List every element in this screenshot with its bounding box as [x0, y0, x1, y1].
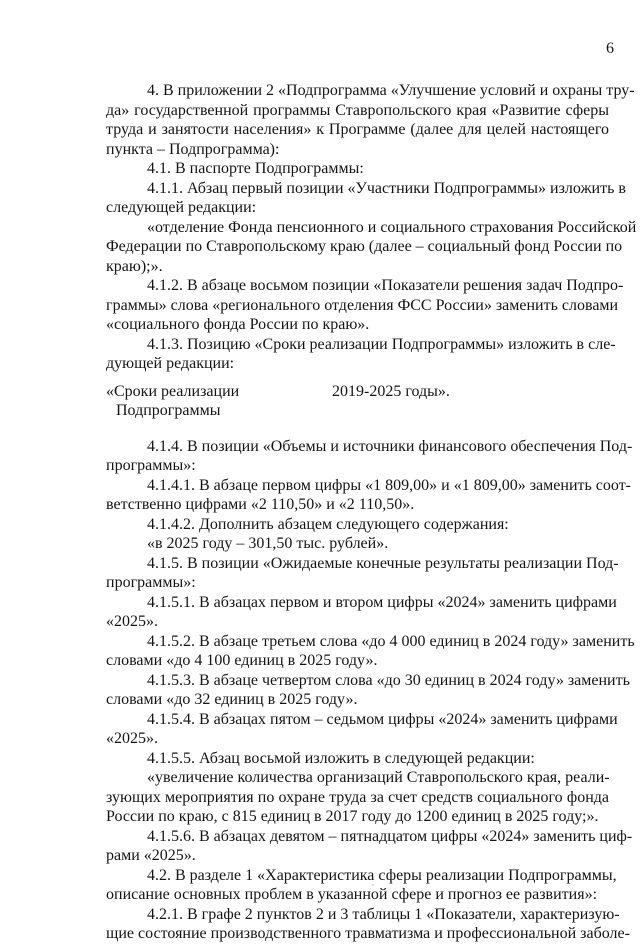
- text-line: «социального фонда России по краю».: [106, 316, 370, 333]
- document-body: [106, 81, 637, 944]
- text-line: 4.1.5. В позиции «Ожидаемые конечные результаты реализации Под-: [147, 554, 619, 572]
- text-line: словами «до 4 100 единиц в 2025 году».: [106, 652, 378, 669]
- text-line: рами «2025».: [106, 847, 196, 864]
- text-line: 4.1.2. В абзаце восьмом позиции «Показатели решения задач Подпро-: [147, 277, 624, 294]
- text-line: 4.1. В паспорте Подпрограммы:: [147, 160, 364, 177]
- position-value: 2019-2025 годы».: [332, 382, 450, 400]
- text-line: 4.1.5.5. Абзац восьмой изложить в следующей редакции:: [147, 749, 535, 767]
- text-line: 4.1.5.2. В абзаце третьем слова «до 4 000 единиц в 2024 году» заменить: [147, 632, 635, 650]
- text-line: 4.2. В разделе 1 «Характеристика сферы реализации Подпрограммы,: [147, 866, 617, 884]
- text-line: 4.1.4. В позиции «Объемы и источники финансового обеспечения Под-: [147, 437, 633, 455]
- text-line: «2025».: [106, 730, 158, 747]
- text-line: 4.1.3. Позицию «Сроки реализации Подпрограммы» изложить в сле-: [147, 335, 616, 353]
- text-line: ветственно цифрами «2 110,50» и «2 110,50».: [106, 496, 415, 513]
- text-line: 4. В приложении 2 «Подпрограмма «Улучшение условий и охраны тру-: [147, 82, 635, 99]
- text-line: 4.1.5.6. В абзацах девятом – пятнадцатом цифры «2024» заменить циф-: [147, 827, 633, 845]
- position-block: [106, 382, 609, 423]
- position-label-line2: Подпрограммы: [116, 402, 221, 419]
- position-label-line1: «Сроки реализации: [106, 382, 240, 400]
- text-line: словами «до 32 единиц в 2025 году».: [106, 691, 358, 708]
- text-line: программы»:: [106, 457, 196, 474]
- text-line: зующих мероприятия по охране труда за счет средств социального фонда: [106, 788, 609, 806]
- text-line: граммы» слова «регионального отделения ФСС России» заменить словами: [106, 296, 619, 314]
- text-line: краю);».: [106, 257, 163, 275]
- text-line: 4.1.1. Абзац первый позиции «Участники Подпрограммы» изложить в: [147, 179, 626, 197]
- text-line: следующей редакции:: [106, 199, 257, 216]
- text-line: дующей редакции:: [106, 355, 235, 372]
- text-line: 4.2.1. В графе 2 пунктов 2 и 3 таблицы 1 «Показатели, характеризую-: [147, 905, 620, 923]
- scan-artifact: [372, 884, 374, 886]
- text-line: 4.1.5.1. В абзацах первом и втором цифры «2024» заменить цифрами: [147, 593, 617, 611]
- page-number: 6: [606, 40, 614, 57]
- text-line: «в 2025 году – 301,50 тыс. рублей».: [147, 535, 389, 552]
- text-line: «отделение Фонда пенсионного и социального страхования Российской: [147, 218, 637, 236]
- text-line: «увеличение количества организаций Ставропольского края, реали-: [147, 769, 610, 786]
- text-line: программы»:: [106, 574, 196, 591]
- text-line: пункта – Подпрограмма):: [106, 140, 280, 158]
- text-line: России по краю, с 815 единиц в 2017 году до 1200 единиц в 2025 году;».: [106, 808, 599, 825]
- text-line: 4.1.4.2. Дополнить абзацем следующего содержания:: [147, 515, 509, 533]
- text-line: Федерации по Ставропольскому краю (далее – социальный фонд России по: [106, 238, 623, 255]
- text-line: 4.1.4.1. В абзаце первом цифры «1 809,00» и «1 809,00» заменить соот-: [147, 476, 632, 494]
- text-line: описание основных проблем в указанной сфере и прогноз ее развития»:: [106, 886, 598, 903]
- text-line: щие состояние производственного травматизма и профессиональной заболе-: [106, 925, 630, 942]
- text-line: да» государственной программы Ставропольского края «Развитие сферы: [106, 101, 609, 119]
- text-line: «2025».: [106, 613, 158, 630]
- text-line: 4.1.5.3. В абзаце четвертом слова «до 30 единиц в 2024 году» заменить: [147, 671, 630, 689]
- text-line: 4.1.5.4. В абзацах пятом – седьмом цифры «2024» заменить цифрами: [147, 710, 618, 728]
- position-label: [106, 382, 239, 421]
- text-line: труда и занятости населения» к Программе (далее для целей настоящего: [106, 121, 609, 138]
